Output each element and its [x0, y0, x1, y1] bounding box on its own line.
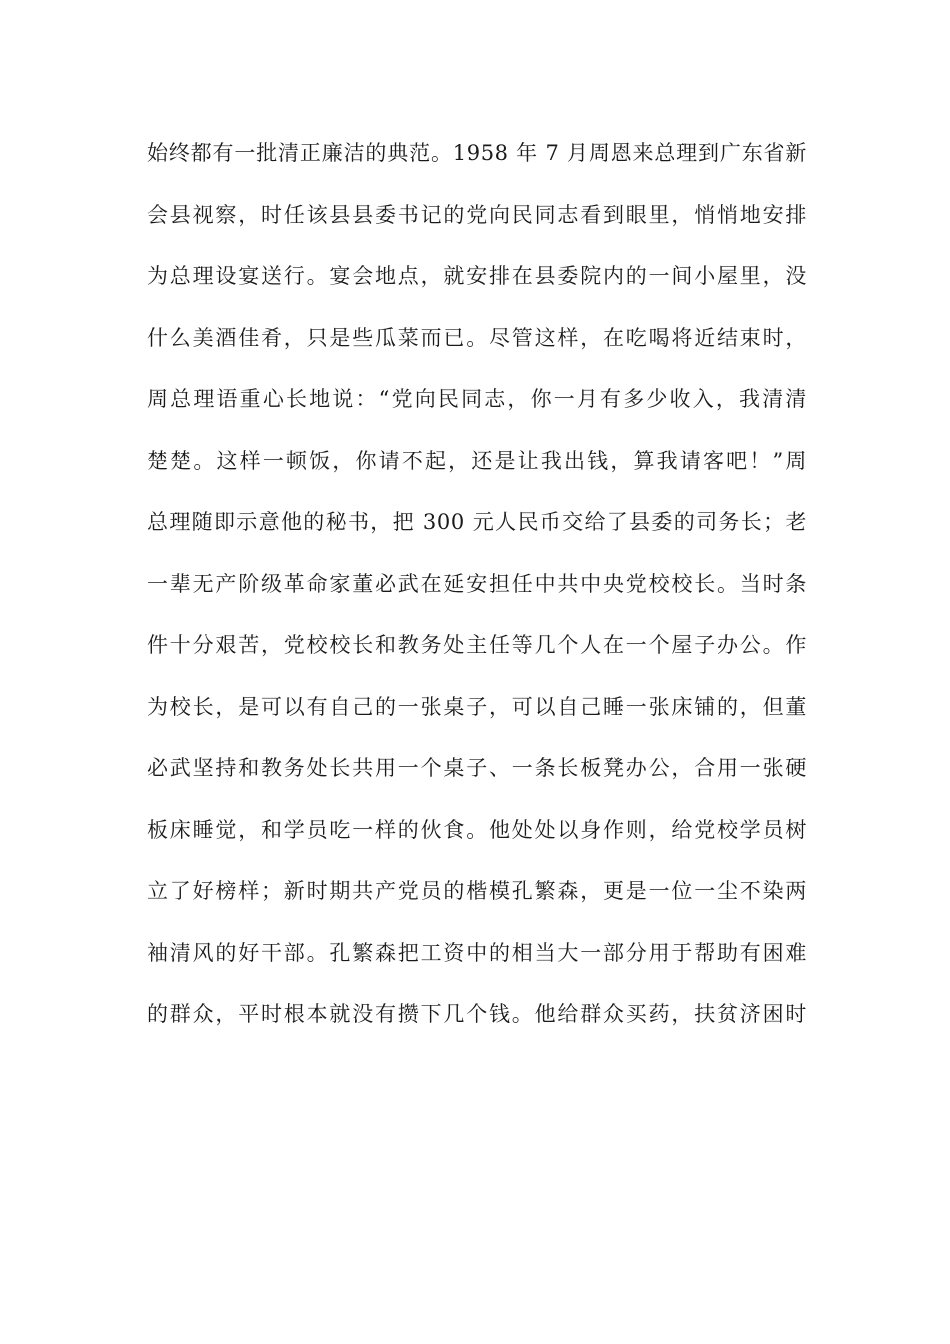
- text-line: 为校长，是可以有自己的一张桌子，可以自己睡一张床铺的，但董: [147, 694, 807, 719]
- text-line: 板床睡觉，和学员吃一样的伙食。他处处以身作则，给党校学员树: [147, 817, 807, 842]
- text-line: 必武坚持和教务处长共用一个桌子、一条长板凳办公，合用一张硬: [147, 756, 807, 780]
- text-line: 一辈无产阶级革命家董必武在延安担任中共中央党校校长。当时条: [147, 571, 807, 596]
- text-line: 的群众，平时根本就没有攒下几个钱。他给群众买药，扶贫济困时: [147, 1002, 807, 1026]
- text-line: 袖清风的好干部。孔繁森把工资中的相当大一部分用于帮助有困难: [147, 940, 807, 965]
- text-line: 始终都有一批清正廉洁的典范。1958 年 7 月周恩来总理到广东省新: [147, 141, 807, 165]
- text-line: 为总理设宴送行。宴会地点，就安排在县委院内的一间小屋里，没: [147, 264, 807, 288]
- text-line: 总理随即示意他的秘书，把 300 元人民币交给了县委的司务长；老: [147, 510, 807, 534]
- text-line: 什么美酒佳肴，只是些瓜菜而已。尽管这样，在吃喝将近结束时，: [147, 325, 807, 350]
- text-line: 立了好榜样；新时期共产党员的楷模孔繁森，更是一位一尘不染两: [147, 879, 807, 903]
- text-line: 周总理语重心长地说：“党向民同志，你一月有多少收入，我清清: [147, 387, 807, 411]
- text-line: 楚楚。这样一顿饭，你请不起，还是让我出钱，算我请客吧！”周: [147, 448, 807, 473]
- body-paragraph: [147, 131, 807, 1054]
- text-line: 件十分艰苦，党校校长和教务处主任等几个人在一个屋子办公。作: [147, 633, 807, 657]
- text-line: 会县视察，时任该县县委书记的党向民同志看到眼里，悄悄地安排: [147, 202, 807, 227]
